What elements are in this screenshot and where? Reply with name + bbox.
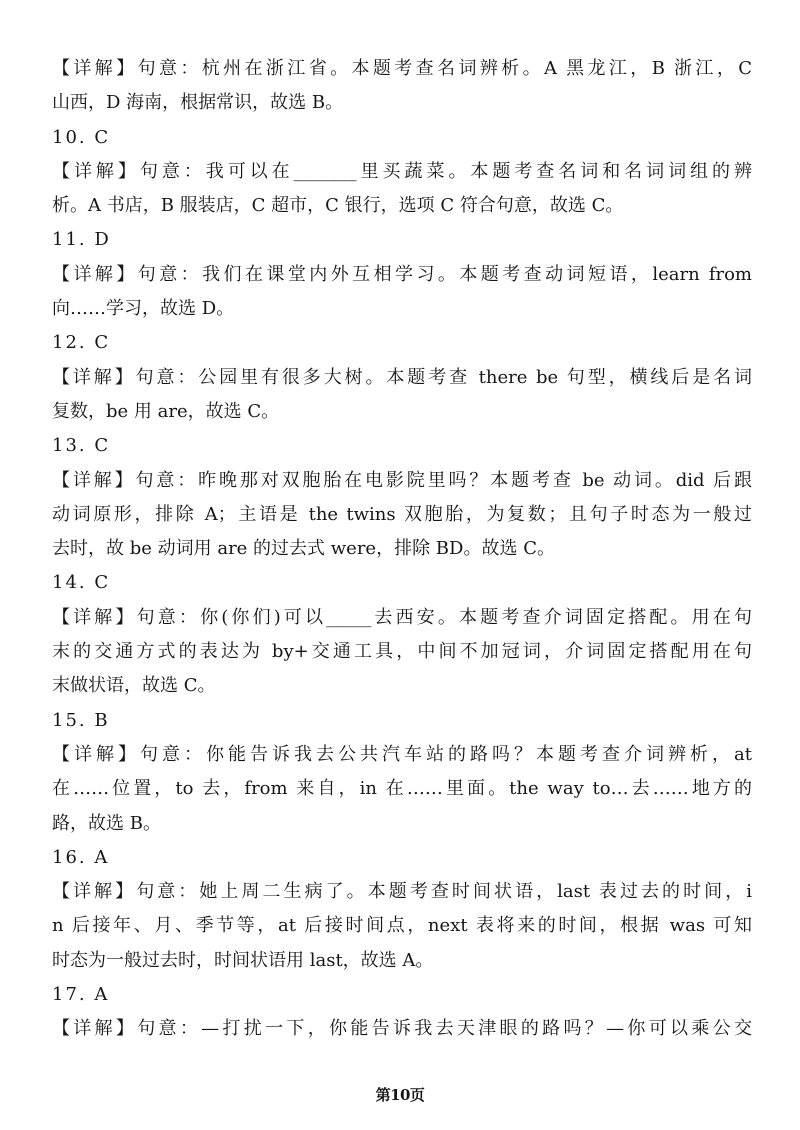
- explanation-line: 【详解】句意：昨晚那对双胞胎在电影院里吗？本题考查 be 动词。did 后跟: [52, 469, 752, 491]
- explanation-line: 向……学习，故选 D。: [52, 298, 235, 320]
- explanation-line: n 后接年、月、季节等，at 后接时间点，next 表将来的时间，根据 was 可知: [52, 915, 752, 937]
- explanation-line: 【详解】句意：—打扰一下，你能告诉我去天津眼的路吗？—你可以乘公交: [52, 1018, 752, 1040]
- answer-number: 17. A: [52, 984, 110, 1006]
- explanation-line: 在……位置，to 去，from 来自，in 在……里面。the way to…去……地方的: [52, 778, 752, 800]
- explanation-line: 【详解】句意：你能告诉我去公共汽车站的路吗？本题考查介词辨析，at: [52, 743, 752, 765]
- explanation-line: 末的交通方式的表达为 by+交通工具，中间不加冠词，介词固定搭配用在句: [52, 641, 752, 663]
- explanation-line: 动词原形，排除 A；主语是 the twins 双胞胎，为复数；且句子时态为一般过: [52, 503, 752, 525]
- explanation-line: 【详解】句意：我可以在_______里买蔬菜。本题考查名词和名词词组的辨: [52, 160, 752, 182]
- page-number: 第10页: [375, 1086, 425, 1104]
- answer-number: 13. C: [52, 435, 111, 457]
- answer-number: 12. C: [52, 332, 111, 354]
- answer-number: 11. D: [52, 229, 111, 251]
- answer-number: 15. B: [52, 709, 110, 731]
- explanation-line: 复数，be 用 are，故选 C。: [52, 400, 280, 422]
- explanation-line: 析。A 书店，B 服装店，C 超市，C 银行，选项 C 符合句意，故选 C。: [52, 195, 624, 217]
- answer-number: 16. A: [52, 846, 110, 868]
- explanation-line: 【详解】句意：我们在课堂内外互相学习。本题考查动词短语，learn from: [52, 263, 752, 285]
- explanation-line: 时态为一般过去时，时间状语用 last，故选 A。: [52, 949, 434, 971]
- answer-number: 10. C: [52, 126, 111, 148]
- explanation-line: 路，故选 B。: [52, 812, 161, 834]
- explanation-line: 去时，故 be 动词用 are 的过去式 were，排除 BD。故选 C。: [52, 538, 555, 560]
- explanation-line: 末做状语，故选 C。: [52, 675, 216, 697]
- explanation-line: 【详解】句意：杭州在浙江省。本题考查名词辨析。A 黑龙江，B 浙江，C: [52, 58, 752, 79]
- answer-number: 14. C: [52, 572, 111, 594]
- explanation-line: 【详解】句意：你(你们)可以_____去西安。本题考查介词固定搭配。用在句: [52, 606, 752, 628]
- document-page: [52, 52, 752, 1047]
- explanation-line: 【详解】句意：她上周二生病了。本题考查时间状语，last 表过去的时间，i: [52, 881, 752, 903]
- explanation-line: 山西，D 海南，根据常识，故选 B。: [52, 92, 344, 114]
- explanation-line: 【详解】句意：公园里有很多大树。本题考查 there be 句型，横线后是名词: [52, 366, 752, 388]
